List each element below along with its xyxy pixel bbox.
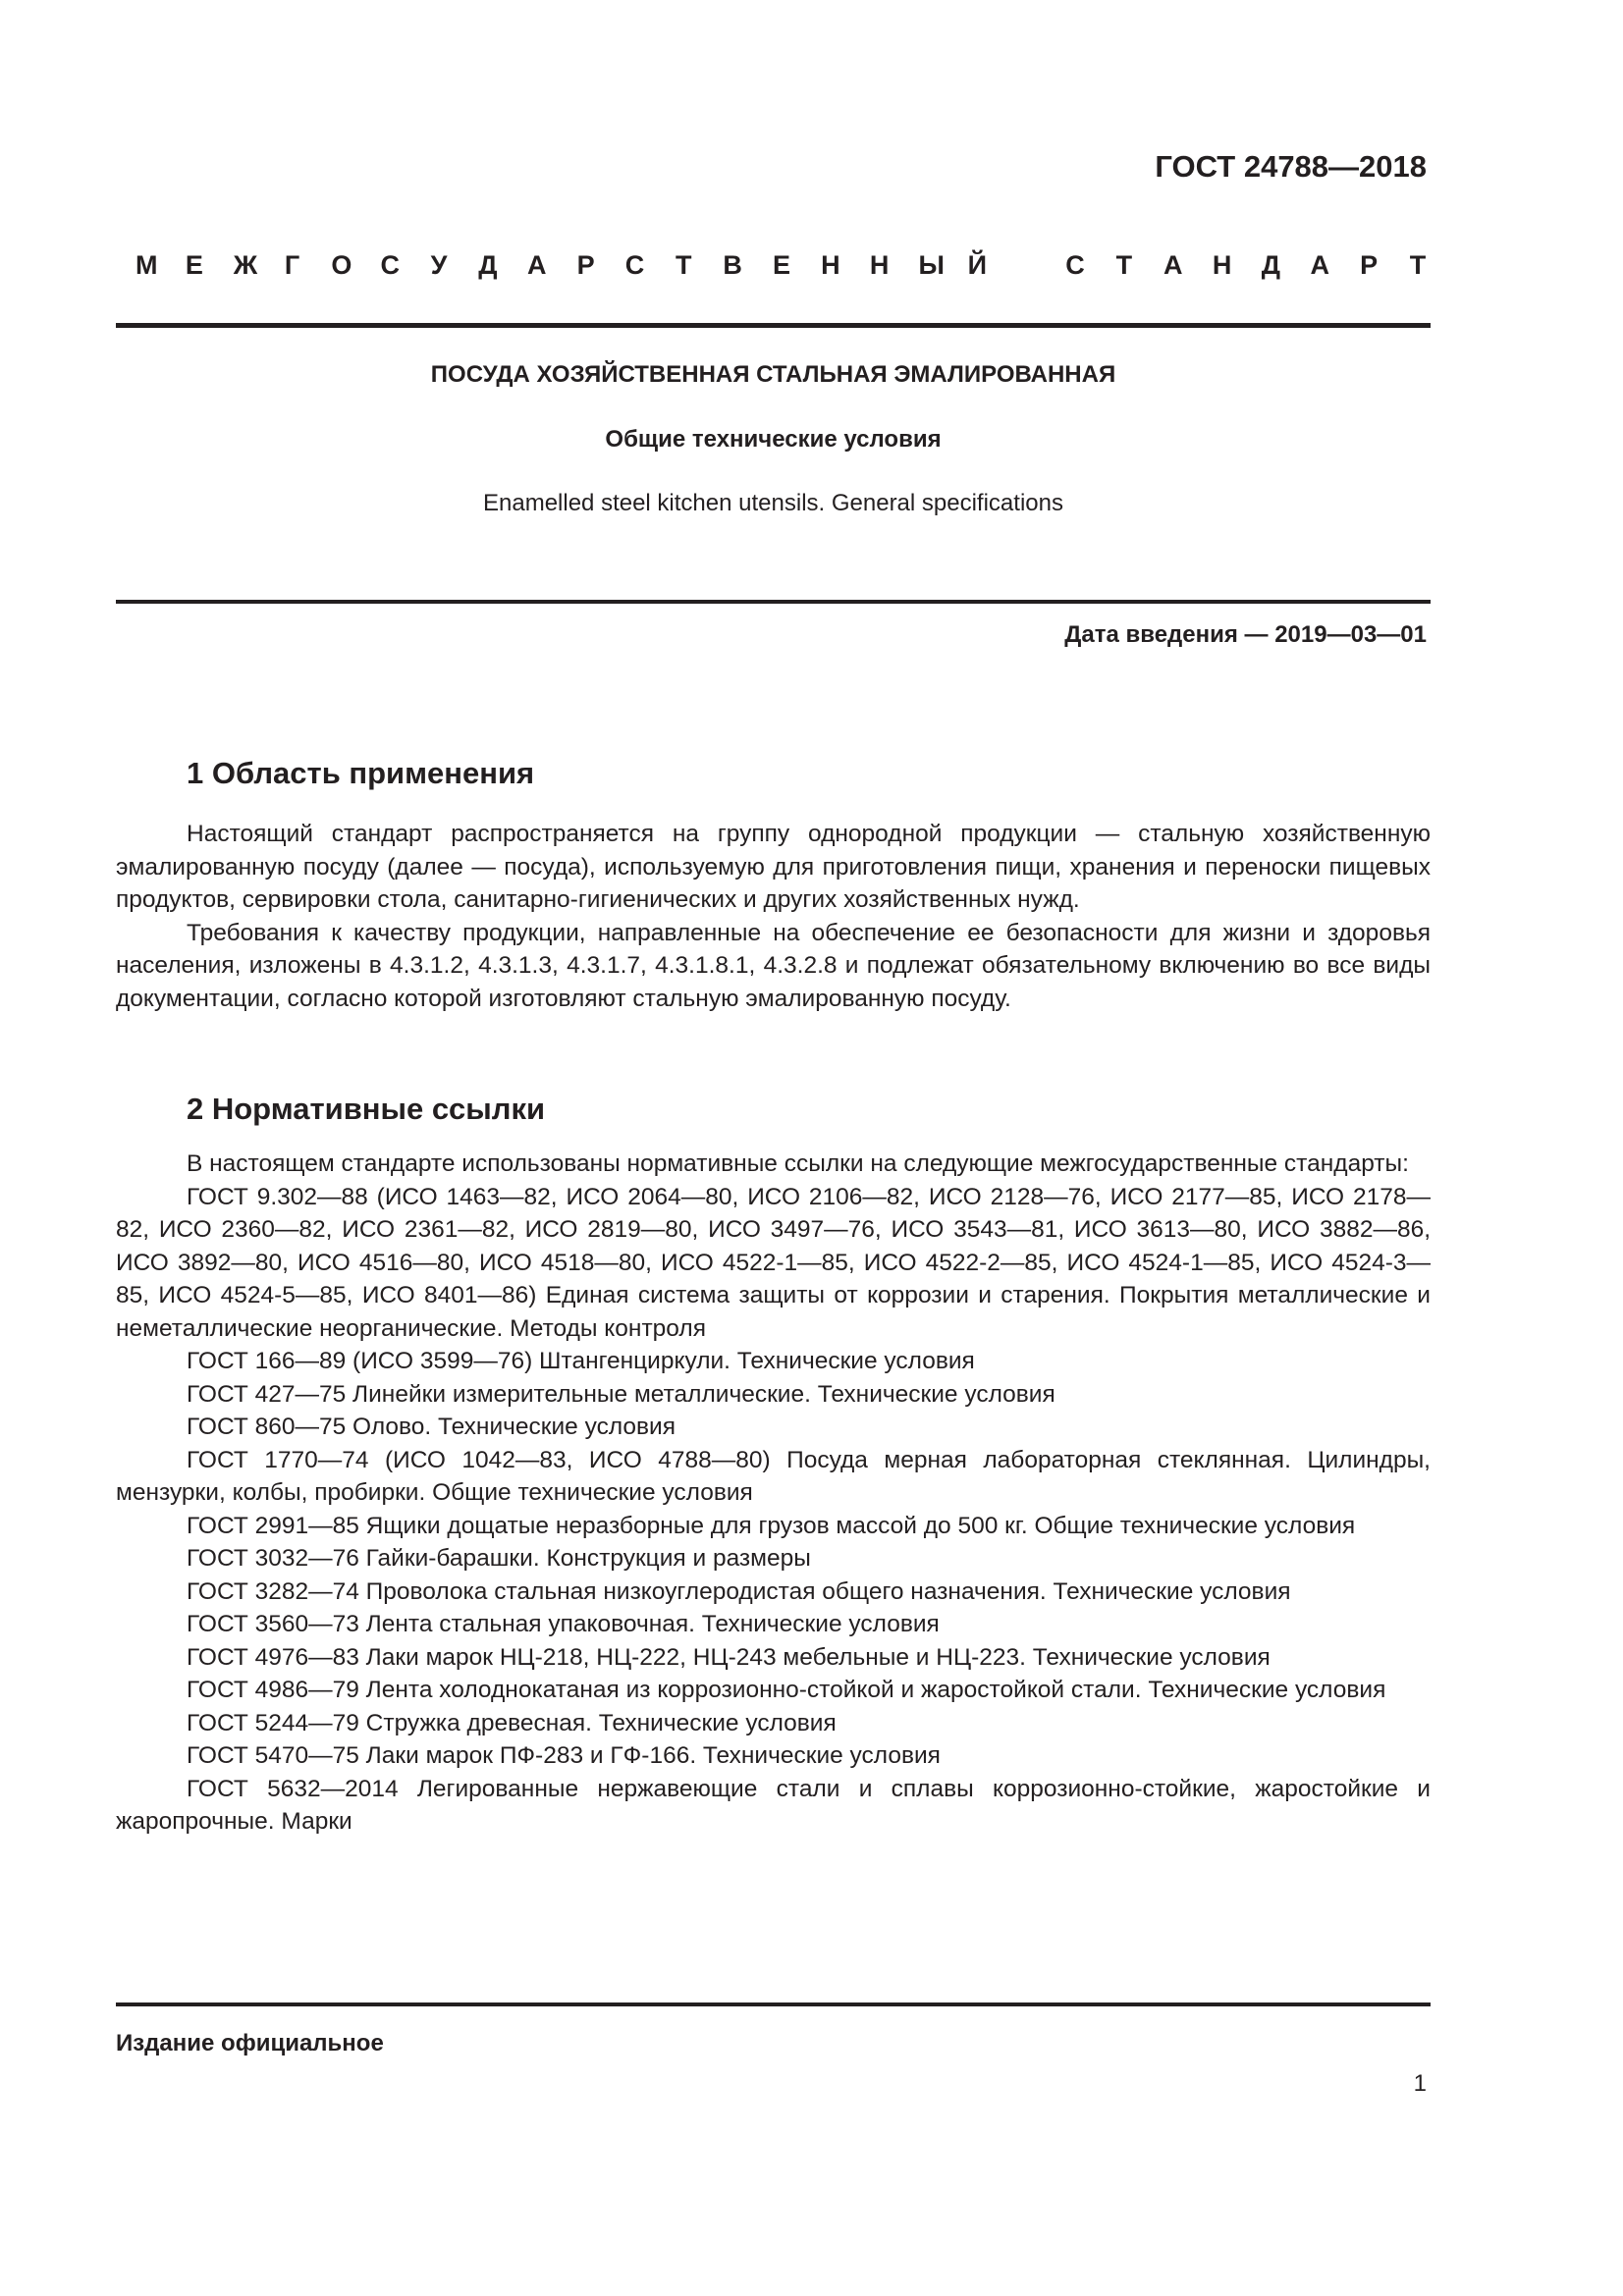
section-heading-scope: 1 Область применения <box>187 756 535 790</box>
paragraph: Требования к качеству продукции, направленные на обеспечение ее безопасности для жизни и здоровья населения, изложены в 4.3.1.2, 4.3.1.3, 4.3.1.7, 4.3.1.8.1, 4.3.2.8 и подлежат обязательному включению во все виды документации, согласно которой изготовляют стальную эмалированную посуду. <box>116 919 1431 1012</box>
category-letter: С <box>1065 250 1085 280</box>
reference-item: ГОСТ 166—89 (ИСО 3599—76) Штангенциркули. Технические условия <box>187 1348 975 1374</box>
category-letter: В <box>723 250 742 280</box>
reference-item: ГОСТ 3032—76 Гайки-барашки. Конструкция и размеры <box>187 1545 811 1572</box>
category-letter: Ы <box>918 250 945 280</box>
category-letter: С <box>380 250 400 280</box>
introduction-date: Дата введения — 2019—03—01 <box>1064 621 1427 648</box>
category-letter: О <box>331 250 352 280</box>
category-letter: Г <box>284 250 300 280</box>
standard-category-title <box>135 247 1428 283</box>
title-divider <box>116 600 1431 604</box>
category-letter: Р <box>1360 250 1379 280</box>
category-letter: Т <box>1409 250 1427 280</box>
reference-item: ГОСТ 9.302—88 (ИСО 1463—82, ИСО 2064—80, ИСО 2106—82, ИСО 2128—76, ИСО 2177—85, ИСО 2178—82, ИСО 2360—82, ИСО 2361—82, ИСО 2819—80, ИСО 3497—76, ИСО 3543—81, ИСО 3613—80, ИСО 3882—86, ИСО 3892—80, ИСО 4516—80, ИСО 4518—80, ИСО 4522-1—85, ИСО 4522-2—85, ИСО 4524-1—85, ИСО 4524-3—85, ИСО 4524-5—85, ИСО 8401—86) Единая система защиты от коррозии и старения. Покрытия металлические и неметаллические неорганические. Методы контроля <box>116 1183 1431 1342</box>
official-edition-label: Издание официальное <box>116 2030 384 2056</box>
category-letter: Р <box>576 250 595 280</box>
reference-item: ГОСТ 1770—74 (ИСО 1042—83, ИСО 4788—80) Посуда мерная лабораторная стеклянная. Цилиндры, мензурки, колбы, пробирки. Общие технические условия <box>116 1446 1431 1506</box>
category-letter: Ж <box>233 250 258 280</box>
document-title: ПОСУДА ХОЗЯЙСТВЕННАЯ СТАЛЬНАЯ ЭМАЛИРОВАННАЯ <box>430 361 1116 388</box>
category-letter: Д <box>478 250 498 280</box>
category-letter: Е <box>185 250 203 280</box>
english-title: Enamelled steel kitchen utensils. General specifications <box>483 490 1063 516</box>
reference-item: ГОСТ 860—75 Олово. Технические условия <box>187 1414 676 1440</box>
reference-item: ГОСТ 3282—74 Проволока стальная низкоуглеродистая общего назначения. Технические условия <box>187 1577 1291 1605</box>
category-letter: А <box>1310 250 1329 280</box>
category-letter: С <box>624 250 645 280</box>
section-body-normative-references <box>116 1148 1431 1839</box>
section-heading-normative-references: 2 Нормативные ссылки <box>187 1092 546 1126</box>
reference-item: ГОСТ 5470—75 Лаки марок ПФ-283 и ГФ-166. Технические условия <box>187 1742 941 1769</box>
category-letter: Т <box>1115 250 1133 280</box>
footer-divider <box>116 2002 1431 2006</box>
document-subtitle: Общие технические условия <box>605 426 942 453</box>
reference-item: ГОСТ 427—75 Линейки измерительные металлические. Технические условия <box>187 1380 1055 1408</box>
category-letter: А <box>1163 250 1183 280</box>
category-letter: Е <box>772 250 790 280</box>
paragraph: В настоящем стандарте использованы нормативные ссылки на следующие межгосударственные стандарты: <box>187 1150 1409 1177</box>
page-number: 1 <box>1413 2070 1427 2097</box>
reference-item: ГОСТ 4976—83 Лаки марок НЦ-218, НЦ-222, НЦ-243 мебельные и НЦ-223. Технические условия <box>187 1643 1271 1671</box>
reference-item: ГОСТ 5632—2014 Легированные нержавеющие стали и сплавы коррозионно-стойкие, жаростойкие и жаропрочные. Марки <box>116 1775 1431 1835</box>
reference-item: ГОСТ 4986—79 Лента холоднокатаная из коррозионно-стойкой и жаростойкой стали. Технические условия <box>187 1677 1386 1703</box>
paragraph: Настоящий стандарт распространяется на группу однородной продукции — стальную хозяйственную эмалированную посуду (далее — посуда), используемую для приготовления пищи, хранения и переноски пищевых продуктов, сервировки стола, санитарно-гигиенических и других хозяйственных нужд. <box>116 821 1431 913</box>
category-letter: Н <box>869 250 890 280</box>
category-letter: М <box>135 250 158 280</box>
category-letter: Й <box>967 250 988 280</box>
category-letter: Д <box>1261 250 1281 280</box>
reference-item: ГОСТ 2991—85 Ящики дощатые неразборные для грузов массой до 500 кг. Общие технические условия <box>187 1512 1356 1539</box>
category-letter: Н <box>1212 250 1232 280</box>
header-divider <box>116 323 1431 328</box>
reference-item: ГОСТ 3560—73 Лента стальная упаковочная. Технические условия <box>187 1611 940 1637</box>
category-letter: Н <box>821 250 840 280</box>
category-letter: А <box>527 250 547 280</box>
reference-item: ГОСТ 5244—79 Стружка древесная. Технические условия <box>187 1709 837 1736</box>
category-letter: Т <box>676 250 692 280</box>
category-letter: У <box>430 250 448 280</box>
section-body-scope <box>116 818 1431 1015</box>
document-code: ГОСТ 24788—2018 <box>1155 149 1427 184</box>
